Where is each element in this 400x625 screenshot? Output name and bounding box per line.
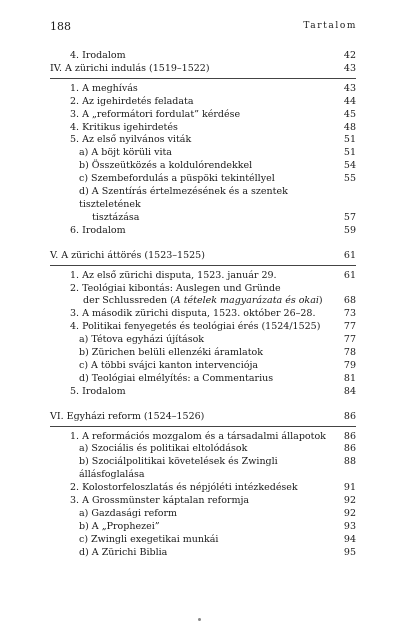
toc-entry-title: VI. Egyházi reform (1524–1526) xyxy=(50,410,205,422)
toc-entry-title: 1. A reformációs mozgalom és a társadalmi állapotok xyxy=(70,430,326,442)
toc-entry-page: 42 xyxy=(343,50,356,61)
toc-entry-page: 43 xyxy=(343,82,356,94)
toc-entry-page: 86 xyxy=(343,430,356,442)
toc-entry xyxy=(50,308,356,321)
toc-entry-page: 54 xyxy=(343,160,356,172)
toc-chapter xyxy=(50,63,356,76)
toc-entry xyxy=(50,270,356,283)
toc-entry-title: d) A Szentírás értelmezésének és a szentek tiszteletének xyxy=(79,186,288,210)
toc-entry xyxy=(50,321,356,334)
toc-entry xyxy=(50,295,356,308)
toc-entry-page: 88 xyxy=(343,456,356,468)
toc-entry xyxy=(50,173,356,186)
toc-entry-page: 61 xyxy=(343,269,356,281)
section-gap xyxy=(50,399,356,411)
toc-entry-page: 48 xyxy=(343,121,356,133)
toc-entry xyxy=(50,122,356,135)
footer-dot xyxy=(198,618,201,621)
toc-entry-page: 77 xyxy=(343,334,356,346)
toc-entry xyxy=(50,386,356,399)
toc-entry-page: 92 xyxy=(343,495,356,507)
toc-entry-title: d) A Zürichi Biblia xyxy=(79,546,168,558)
toc-entry-page: 86 xyxy=(343,443,356,455)
toc-entry-title: a) Gazdasági reform xyxy=(79,508,178,519)
toc-entry xyxy=(50,96,356,109)
toc-entry xyxy=(50,83,356,96)
toc-entry-title: c) Szembefordulás a püspöki tekintéllyel xyxy=(79,173,275,185)
toc-entry-page: 73 xyxy=(343,308,356,320)
toc-entry-page: 59 xyxy=(343,224,356,236)
page-number: 188 xyxy=(50,20,71,33)
toc-entry xyxy=(50,360,356,373)
toc-entry-title: 2. Kolostorfeloszlatás és népjóléti intézkedések xyxy=(70,482,298,494)
toc-entry xyxy=(50,508,356,521)
toc-entry-page: 95 xyxy=(343,546,356,558)
toc-entry-title: 2. Az igehirdetés feladata xyxy=(70,95,194,107)
toc-entry xyxy=(50,495,356,508)
toc-entry-title: 3. A Grossmünster káptalan reformja xyxy=(70,495,250,507)
toc-entry-title: c) A többi svájci kanton intervenciója xyxy=(79,359,259,371)
toc-entry xyxy=(50,134,356,147)
table-of-contents xyxy=(50,50,356,560)
toc-entry xyxy=(50,456,356,482)
toc-entry-title: a) Tétova egyházi újítások xyxy=(79,334,205,346)
toc-entry-title: 4. Kritikus igehirdetés xyxy=(70,121,178,133)
toc-entry-title: b) Szociálpolitikai követelések és Zwingli állásfoglalása xyxy=(79,456,278,481)
toc-entry-page: 43 xyxy=(343,62,356,74)
toc-entry xyxy=(50,482,356,495)
toc-entry xyxy=(50,212,356,225)
section-divider xyxy=(50,426,356,427)
toc-entry-title: d) Teológiai elmélyítés: a Commentarius xyxy=(79,372,274,384)
toc-entry-page: 68 xyxy=(343,295,356,307)
toc-entry-title: 1. A meghívás xyxy=(70,82,138,94)
toc-entry-title: 5. Irodalom xyxy=(70,385,126,397)
toc-entry-page: 79 xyxy=(343,359,356,371)
toc-entry-page: 55 xyxy=(343,173,356,185)
toc-entry xyxy=(50,160,356,173)
toc-entry-title: b) A „Prophezei” xyxy=(79,520,160,532)
toc-entry-page: 94 xyxy=(343,533,356,545)
toc-entry-page: 93 xyxy=(343,520,356,532)
toc-entry-title: 1. Az első zürichi disputa, 1523. január 29. xyxy=(70,269,277,281)
toc-entry-title: tisztázása xyxy=(92,211,140,223)
toc-chapter xyxy=(50,411,356,424)
toc-entry xyxy=(50,347,356,360)
toc-entry-page: 81 xyxy=(343,372,356,384)
toc-entry-title: b) Összeütközés a koldulórendekkel xyxy=(79,160,253,172)
toc-entry-title: IV. A zürichi indulás (1519–1522) xyxy=(50,62,210,74)
toc-entry-page: 92 xyxy=(343,508,356,519)
toc-entry-page: 91 xyxy=(343,482,356,494)
running-head: Tartalom xyxy=(303,21,357,31)
toc-chapter xyxy=(50,250,356,263)
toc-entry-title: 3. A „reformátori fordulat” kérdése xyxy=(70,108,241,120)
toc-entry xyxy=(50,373,356,386)
toc-entry-page: 51 xyxy=(343,134,356,146)
toc-entry-page: 51 xyxy=(343,147,356,159)
toc-entry-page: 44 xyxy=(343,95,356,107)
toc-entry xyxy=(50,534,356,547)
section-divider xyxy=(50,78,356,79)
toc-entry-title: 3. A második zürichi disputa, 1523. október 26–28. xyxy=(70,308,316,320)
toc-entry-title: V. A zürichi áttörés (1523–1525) xyxy=(50,249,205,261)
toc-entry-page: 86 xyxy=(343,410,356,422)
section-gap xyxy=(50,238,356,250)
toc-entry-page: 78 xyxy=(343,347,356,359)
toc-entry xyxy=(50,147,356,160)
toc-entry xyxy=(50,283,356,296)
toc-entry-title: der Schlussreden (A tételek magyarázata és okai) xyxy=(83,295,323,307)
toc-entry-page: 57 xyxy=(343,211,356,223)
toc-entry-title: 4. Politikai fenyegetés és teológiai érés (1524/1525) xyxy=(70,321,321,333)
toc-entry-title: 5. Az első nyilvános viták xyxy=(70,134,192,146)
toc-entry xyxy=(50,334,356,347)
toc-entry-page: 84 xyxy=(343,385,356,397)
toc-entry xyxy=(50,109,356,122)
toc-entry xyxy=(50,50,356,63)
section-divider xyxy=(50,265,356,266)
toc-entry-title: b) Zürichen belüli ellenzéki áramlatok xyxy=(79,347,264,359)
toc-entry-title: a) A böjt körüli vita xyxy=(79,147,172,159)
toc-entry-title: 4. Irodalom xyxy=(70,50,126,61)
toc-entry xyxy=(50,521,356,534)
toc-entry-title: a) Szociális és politikai eltolódások xyxy=(79,443,248,455)
toc-entry xyxy=(50,225,356,238)
toc-entry-title: 6. Irodalom xyxy=(70,224,126,236)
toc-entry xyxy=(50,443,356,456)
toc-entry-title: 2. Teológiai kibontás: Auslegen und Gründe xyxy=(70,282,281,294)
toc-entry-page: 45 xyxy=(343,108,356,120)
toc-entry-page: 61 xyxy=(343,249,356,261)
toc-entry xyxy=(50,547,356,560)
toc-entry-title: c) Zwingli exegetikai munkái xyxy=(79,533,219,545)
toc-entry xyxy=(50,186,356,212)
toc-entry-page: 77 xyxy=(343,321,356,333)
toc-entry xyxy=(50,431,356,444)
